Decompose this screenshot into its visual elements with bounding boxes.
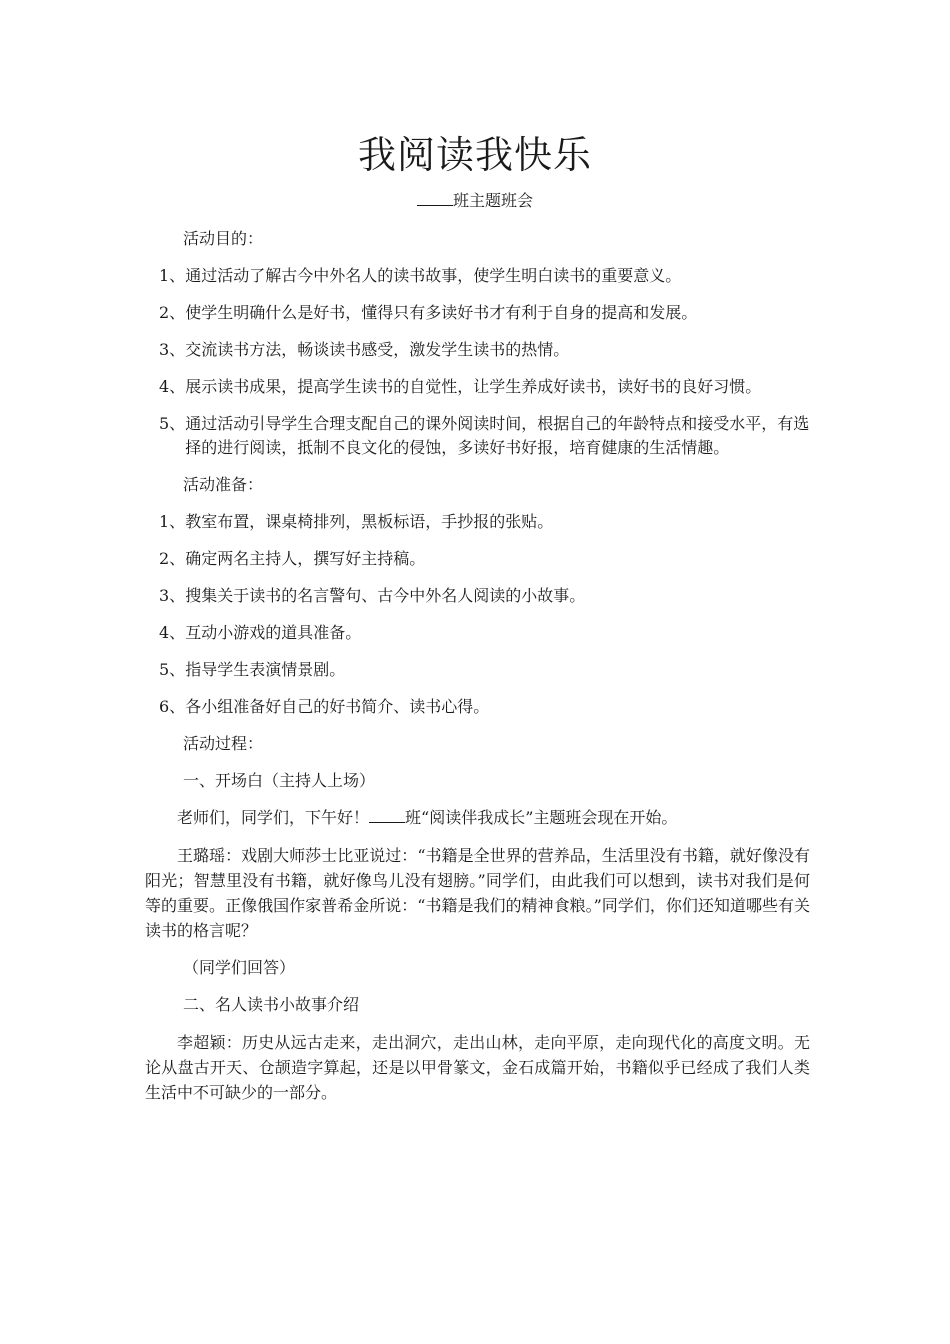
preparation-number: 4、 — [159, 623, 186, 642]
preparation-text: 指导学生表演情景剧。 — [185, 660, 346, 679]
preparation-text: 搜集关于读书的名言警句、古今中外名人阅读的小故事。 — [185, 586, 586, 605]
preparation-number: 3、 — [159, 586, 186, 605]
preparation-number: 6、 — [159, 697, 186, 716]
process-heading: 活动过程： — [183, 734, 264, 753]
goal-item — [145, 375, 810, 399]
document-body — [145, 222, 810, 1118]
preparation-item — [145, 584, 810, 608]
preparation-text: 互动小游戏的道具准备。 — [185, 623, 362, 642]
preparation-heading: 活动准备： — [183, 475, 264, 494]
preparation-number: 1、 — [159, 512, 186, 531]
students-answer-note: （同学们回答） — [183, 958, 296, 977]
goal-text: 交流读书方法，畅谈读书感受，激发学生读书的热情。 — [185, 340, 570, 359]
preparation-item — [145, 510, 810, 534]
goal-item — [145, 338, 810, 362]
page-title: 我阅读我快乐 — [357, 133, 592, 177]
goals-heading: 活动目的： — [183, 229, 264, 248]
goal-number: 2、 — [159, 303, 186, 322]
class-name-blank — [369, 807, 405, 823]
preparation-item — [145, 547, 810, 571]
goal-item — [145, 264, 810, 288]
goal-text: 通过活动引导学生合理支配自己的课外阅读时间，根据自己的年龄特点和接受水平，有选择的进行阅读，抵制不良文化的侵蚀，多读好书好报，培育健康的生活情趣。 — [185, 414, 810, 457]
subtitle-text: 班主题班会 — [452, 191, 533, 210]
host-wang-paragraph: 王璐瑶：戏剧大师莎士比亚说过：“书籍是全世界的营养品，生活里没有书籍，就好像没有阳光；智慧里没有书籍，就好像鸟儿没有翅膀。”同学们，由此我们可以想到，读书对我们是何等的重要。正像俄国作家普希金所说：“书籍是我们的精神食粮。”同学们，你们还知道哪些有关读书的格言呢？ — [145, 846, 810, 940]
goal-number: 3、 — [159, 340, 186, 359]
class-name-blank — [417, 190, 453, 206]
goal-text: 使学生明确什么是好书，懂得只有多读好书才有利于自身的提高和发展。 — [185, 303, 698, 322]
host-li-paragraph: 李超颖：历史从远古走来，走出洞穴，走出山林，走向平原，走向现代化的高度文明。无论从盘古开天、仓颉造字算起，还是以甲骨篆文，金石成篇开始，书籍似乎已经成了我们人类生活中不可缺少的一部分。 — [145, 1033, 810, 1102]
preparation-text: 各小组准备好自己的好书简介、读书心得。 — [185, 697, 490, 716]
preparation-item — [145, 695, 810, 719]
opening-announcement: 班“阅读伴我成长”主题班会现在开始。 — [405, 808, 678, 827]
opening-greeting: 老师们，同学们，下午好！ — [177, 808, 370, 827]
goal-text: 展示读书成果，提高学生读书的自觉性，让学生养成好读书，读好书的良好习惯。 — [185, 377, 762, 396]
preparation-item — [145, 621, 810, 645]
goal-number: 5、 — [159, 414, 186, 433]
preparation-number: 2、 — [159, 549, 186, 568]
preparation-text: 教室布置，课桌椅排列，黑板标语，手抄报的张贴。 — [185, 512, 554, 531]
preparation-text: 确定两名主持人，撰写好主持稿。 — [185, 549, 426, 568]
goal-number: 1、 — [159, 266, 186, 285]
goal-number: 4、 — [159, 377, 186, 396]
goal-item — [145, 301, 810, 325]
section-heading-opening: 一、开场白（主持人上场） — [183, 771, 376, 790]
page-subtitle — [0, 188, 950, 211]
preparation-number: 5、 — [159, 660, 186, 679]
preparation-item — [145, 658, 810, 682]
opening-paragraph — [145, 806, 810, 830]
section-heading-stories: 二、名人读书小故事介绍 — [183, 995, 360, 1014]
goal-item — [145, 412, 810, 460]
goal-text: 通过活动了解古今中外名人的读书故事，使学生明白读书的重要意义。 — [185, 266, 682, 285]
